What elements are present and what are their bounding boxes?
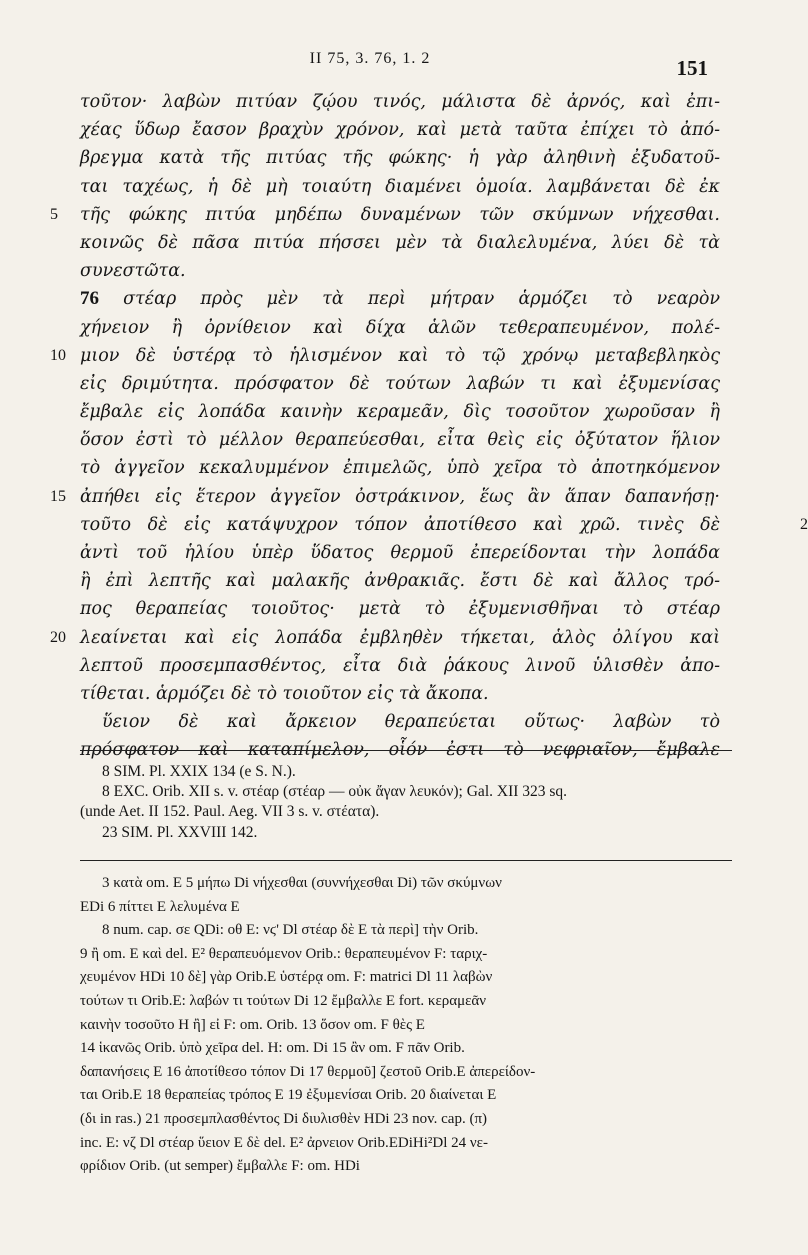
line-text: τοῦτο δὲ εἰς κατάψυχρον τόπον ἀποτίθεσο καὶ χρῶ. τινὲς δὲ — [80, 514, 720, 535]
line-text: ἔμβαλε εἰς λοπάδα καινὴν κεραμεᾶν, δὶς τοσοῦτον χωροῦσαν ἢ — [80, 402, 720, 423]
apparatus-line: 3 κατὰ om. E 5 μήπω Di νήχεσθαι (συννήχεσθαι Di) τῶν σκύμνων — [102, 875, 502, 891]
line-text: συνεστῶτα. — [80, 261, 186, 282]
apparatus-line: τούτων τι Orib.E: λαβών τι τούτων Di 12 ἔμβαλλε E fort. κεραμεᾶν — [80, 992, 487, 1009]
line-text: χέας ὕδωρ ἔασον βραχὺν χρόνον, καὶ μετὰ ταῦτα ἐπίχει τὸ ἀπό- — [80, 120, 720, 141]
line-text: λεαίνεται καὶ εἰς λοπάδα ἐμβληθὲν τήκεται, ἁλὸς ὀλίγου καὶ — [80, 627, 720, 648]
text-line — [80, 426, 720, 454]
line-text: ται ταχέως, ἡ δὲ μὴ τοιαύτη διαμένει ὁμοία. λαμβάνεται δὲ ἐκ — [80, 176, 720, 197]
apparatus-line: 9 ἢ om. E καὶ del. E² θεραπευόμενον Orib.: θεραπευμένον F: ταριχ- — [80, 945, 488, 962]
testimonia-block — [80, 762, 720, 843]
critical-apparatus — [80, 872, 740, 1179]
line-text: μιον δὲ ὑστέρᾳ τὸ ἡλισμένον καὶ τὸ τῷ χρόνῳ μεταβεβληκὸς — [80, 345, 720, 366]
line-text: τίθεται. ἁρμόζει δὲ τὸ τοιοῦτον εἰς τὰ ἄκοπα. — [80, 683, 489, 704]
line-text: ἀντὶ τοῦ ἡλίου ὑπὲρ ὕδατος θερμοῦ ἐπερείδονται τὴν λοπάδα — [80, 543, 720, 563]
line-text: χήνειον ἢ ὀρνίθειον καὶ δίχα ἁλῶν τεθεραπευμένον, πολέ- — [80, 317, 720, 338]
apparatus-line: φρίδιον Orib. (ut semper) ἔμβαλλε F: om. HDi — [80, 1158, 360, 1175]
line-text: τῆς φώκης πιτύα μηδέπω δυναμένων τῶν σκύμνων νήχεσθαι. — [80, 204, 720, 225]
line-text: τὸ ἀγγεῖον κεκαλυμμένον ἐπιμελῶς, ὑπὸ χεῖρα τὸ ἀποτηκόμενον — [80, 458, 720, 479]
apparatus-line: χευμένον HDi 10 δὲ] γὰρ Orib.E ὑστέρᾳ om. F: matrici Dl 11 λαβὼν — [80, 969, 493, 986]
line-text: λεπτοῦ προσεμπασθέντος, εἶτα διὰ ῥάκους λινοῦ ὑλισθὲν ἀπο- — [80, 655, 720, 676]
text-line — [80, 595, 720, 623]
apparatus-line: καινὴν τοσοῦτο H ἢ] εἰ F: om. Orib. 13 ὅσον om. F θὲς E — [80, 1016, 425, 1033]
main-greek-text — [50, 88, 808, 765]
line-text: ἀπήθει εἰς ἕτερον ἀγγεῖον ὀστράκινον, ἕως ἂν ἅπαν δαπανήσῃ· — [80, 486, 720, 507]
page-number: 151 — [676, 56, 708, 80]
text-line — [80, 116, 720, 144]
apparatus-rule — [80, 860, 732, 861]
page-header — [0, 50, 800, 80]
apparatus-line: 14 ἱκανῶς Orib. ὑπὸ χεῖρα del. H: om. Di 15 ἂν om. F πᾶν Orib. — [80, 1040, 465, 1057]
section-number: 76 — [80, 288, 99, 310]
line-text: στέαρ πρὸς μὲν τὰ περὶ μήτραν ἁρμόζει τὸ νεαρὸν — [99, 289, 720, 310]
text-line — [80, 567, 720, 595]
line-text: βρεγμα κατὰ τῆς πιτύας τῆς φώκης· ἡ γὰρ ἀληθινὴ ἐξυδατοῦ- — [80, 148, 720, 169]
line-number: 15 — [50, 487, 66, 505]
text-line — [50, 483, 720, 511]
text-line — [80, 314, 720, 342]
text-line — [80, 652, 720, 680]
apparatus-line: δαπανήσεις E 16 ἀποτίθεσο τόπον Di 17 θερμοῦ] ζεστοῦ Orib.E ἀπερείδον- — [80, 1063, 536, 1080]
text-line — [80, 539, 720, 567]
text-line — [80, 398, 720, 426]
text-line — [80, 511, 808, 539]
line-number: 5 — [50, 205, 58, 223]
line-number: 10 — [50, 346, 66, 364]
testimonia-rule — [80, 750, 732, 751]
testimonia-line: 8 SIM. Pl. XXIX 134 (e S. N.). — [102, 763, 296, 780]
text-line — [80, 454, 720, 482]
line-number: 20 — [50, 628, 66, 646]
apparatus-line: ται Orib.E 18 θεραπείας τρόπος E 19 ἐξυμενίσαι Orib. 20 διαίνεται E — [80, 1087, 497, 1104]
line-text: κοινῶς δὲ πᾶσα πιτύα πήσσει μὲν τὰ διαλελυμένα, λύει δὲ τὰ — [80, 232, 720, 253]
apparatus-line: (δι in ras.) 21 προσεμπλασθέντος Di διυλισθὲν HDi 23 nov. cap. (π) — [80, 1110, 488, 1127]
testimonia-line: 8 EXC. Orib. XII s. v. στέαρ (στέαρ — οὐκ ἄγαν λευκόν); Gal. XII 323 sq. — [102, 783, 568, 801]
text-line — [50, 201, 720, 229]
apparatus-line: inc. E: νζ Dl στέαρ ὕειον E δὲ del. E² ἀρνειον Orib.EDiHi²Dl 24 νε- — [80, 1134, 488, 1151]
text-line — [80, 285, 720, 313]
text-line — [80, 708, 720, 736]
testimonia-line: (unde Aet. II 152. Paul. Aeg. VII 3 s. v. στέατα). — [80, 803, 380, 821]
text-line — [80, 680, 720, 708]
text-line — [80, 229, 720, 257]
margin-number: 2 — [800, 515, 808, 533]
line-text: ἢ ἐπὶ λεπτῆς καὶ μαλακῆς ἀνθρακιᾶς. ἔστι δὲ καὶ ἄλλος τρό- — [80, 571, 720, 592]
text-line — [80, 88, 720, 116]
apparatus-line: EDi 6 πίττει E λελυμένα E — [80, 898, 240, 915]
text-line — [80, 370, 720, 398]
line-text: ὕειον δὲ καὶ ἄρκειον θεραπεύεται οὕτως· λαβὼν τὸ — [102, 712, 720, 733]
running-head: II 75, 3. 76, 1. 2 — [309, 50, 431, 67]
line-text: πρόσφατον καὶ καταπίμελον, οἷόν ἐστι τὸ νεφριαῖον, ἔμβαλε — [80, 740, 720, 761]
text-line — [50, 624, 720, 652]
line-text: τοῦτον· λαβὼν πιτύαν ζῴου τινός, μάλιστα δὲ ἀρνός, καὶ ἐπι- — [80, 92, 720, 112]
line-text: ὅσον ἐστὶ τὸ μέλλον θεραπεύεσθαι, εἶτα θεὶς εἰς ὀξύτατον ἥλιον — [80, 430, 720, 451]
text-line — [50, 342, 720, 370]
line-text: εἰς δριμύτητα. πρόσφατον δὲ τούτων λαβών τι καὶ ἐξυμενίσας — [80, 373, 720, 394]
testimonia-line: 23 SIM. Pl. XXVIII 142. — [102, 823, 258, 841]
apparatus-line: 8 num. cap. σε QDi: οθ E: νϛ' Dl στέαρ δὲ E τὰ περὶ] τὴν Orib. — [102, 922, 479, 939]
text-line — [80, 144, 720, 172]
text-line — [80, 257, 720, 285]
line-text: πος θεραπείας τοιοῦτος· μετὰ τὸ ἐξυμενισθῆναι τὸ στέαρ — [80, 599, 720, 620]
text-line — [80, 173, 720, 201]
